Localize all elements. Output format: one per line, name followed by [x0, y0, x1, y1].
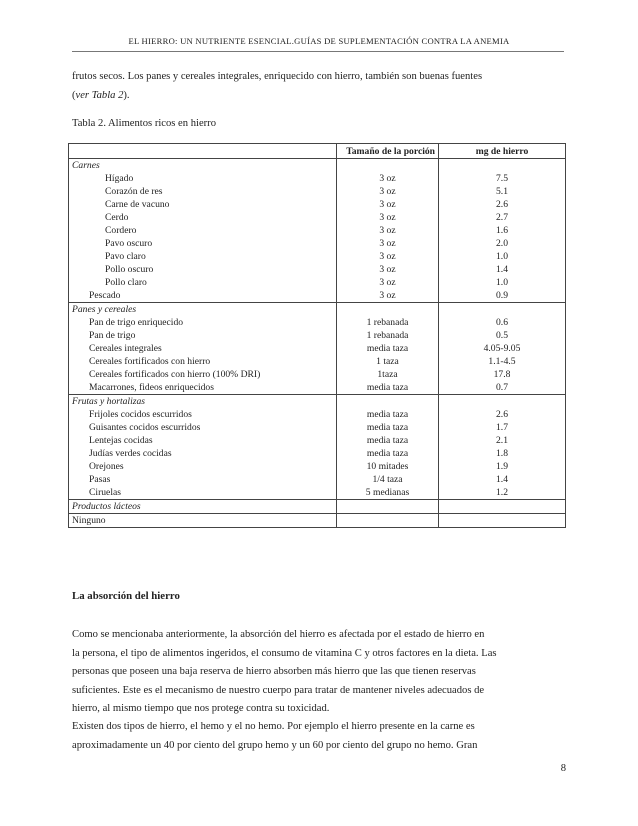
food-name: Corazón de res	[69, 185, 337, 198]
portion-size: media taza	[337, 408, 439, 421]
intro-line-1: frutos secos. Los panes y cereales integrales, enriquecido con hierro, también son buenas fuentes	[72, 71, 483, 82]
iron-mg: 0.6	[439, 316, 566, 329]
food-name: Pavo claro	[69, 250, 337, 263]
running-header: EL HIERRO: UN NUTRIENTE ESENCIAL.GUÍAS DE SUPLEMENTACIÓN CONTRA LA ANEMIA	[128, 36, 510, 46]
paragraph-line: suficientes. Este es el mecanismo de nuestro cuerpo para tratar de mantener niveles adecuados de	[72, 684, 485, 696]
empty-cell	[337, 303, 439, 317]
iron-mg: 2.6	[439, 408, 566, 421]
empty-cell	[439, 303, 566, 317]
food-name: Orejones	[69, 460, 337, 473]
food-name: Pavo oscuro	[69, 237, 337, 250]
empty-cell	[337, 159, 439, 173]
portion-size: 3 oz	[337, 224, 439, 237]
table-row	[69, 408, 566, 421]
food-name: Pan de trigo enriquecido	[69, 316, 337, 329]
table-row	[69, 263, 566, 276]
iron-mg: 1.7	[439, 421, 566, 434]
paragraph-line: aproximadamente un 40 por ciento del grupo hemo y un 60 por ciento del grupo no hemo. Gran	[72, 739, 478, 751]
intro-line-2	[72, 87, 572, 106]
empty-cell	[439, 500, 566, 514]
intro-paragraph	[72, 68, 572, 105]
category-row	[69, 395, 566, 409]
food-name: Cereales fortificados con hierro (100% DRI)	[69, 368, 337, 381]
table-row	[69, 276, 566, 289]
table-row	[69, 224, 566, 237]
iron-mg: 1.0	[439, 276, 566, 289]
food-name: Pescado	[69, 289, 337, 303]
food-name: Lentejas cocidas	[69, 434, 337, 447]
food-name: Judías verdes cocidas	[69, 447, 337, 460]
table-row	[69, 447, 566, 460]
food-name: Carne de vacuno	[69, 198, 337, 211]
iron-mg: 2.1	[439, 434, 566, 447]
table-row	[69, 368, 566, 381]
category-row	[69, 500, 566, 514]
iron-mg: 1.4	[439, 263, 566, 276]
food-name: Cereales fortificados con hierro	[69, 355, 337, 368]
table-reference: ver Tabla 2	[75, 89, 124, 101]
table-row	[69, 342, 566, 355]
iron-mg: 1.4	[439, 473, 566, 486]
iron-mg: 0.7	[439, 381, 566, 395]
iron-mg: 7.5	[439, 172, 566, 185]
portion-size: 3 oz	[337, 185, 439, 198]
table-row	[69, 381, 566, 395]
category-row	[69, 303, 566, 317]
portion-size: 1/4 taza	[337, 473, 439, 486]
table-row	[69, 289, 566, 303]
portion-size: 5 medianas	[337, 486, 439, 500]
intro-close-paren: ).	[123, 89, 130, 101]
food-name: Cordero	[69, 224, 337, 237]
iron-mg: 0.5	[439, 329, 566, 342]
table-row	[69, 316, 566, 329]
category-label: Carnes	[69, 159, 337, 173]
table-caption: Tabla 2. Alimentos ricos en hierro	[72, 118, 217, 129]
table-row	[69, 355, 566, 368]
portion-size: 3 oz	[337, 211, 439, 224]
iron-mg: 1.6	[439, 224, 566, 237]
food-name: Cerdo	[69, 211, 337, 224]
portion-size: 3 oz	[337, 289, 439, 303]
food-name: Pollo claro	[69, 276, 337, 289]
iron-mg: 1.1-4.5	[439, 355, 566, 368]
iron-mg: 17.8	[439, 368, 566, 381]
section-heading: La absorción del hierro	[72, 590, 180, 602]
table-row	[69, 460, 566, 473]
portion-size: 3 oz	[337, 250, 439, 263]
table-row	[69, 211, 566, 224]
category-label: Frutas y hortalizas	[69, 395, 337, 409]
paragraph-line: hierro, al mismo tiempo que nos protege contra su toxicidad.	[72, 703, 330, 715]
paragraph-line: Como se mencionaba anteriormente, la absorción del hierro es afectada por el estado de hierro en	[72, 629, 485, 640]
iron-mg: 1.2	[439, 486, 566, 500]
portion-size: 10 mitades	[337, 460, 439, 473]
empty-cell	[337, 500, 439, 514]
table-row	[69, 237, 566, 250]
header-portion: Tamaño de la porción	[337, 144, 439, 159]
food-name: Pasas	[69, 473, 337, 486]
portion-size: media taza	[337, 447, 439, 460]
food-name: Cereales integrales	[69, 342, 337, 355]
portion-size: 1taza	[337, 368, 439, 381]
food-name: Ninguno	[69, 514, 337, 528]
paragraph-line: la persona, el tipo de alimentos ingeridos, el consumo de vitamina C y otros factores en la dieta. Las	[72, 647, 497, 659]
iron-mg: 1.8	[439, 447, 566, 460]
category-label: Productos lácteos	[69, 500, 337, 514]
iron-mg: 5.1	[439, 185, 566, 198]
empty-cell	[439, 159, 566, 173]
portion-size	[337, 514, 439, 528]
header-rule	[72, 51, 564, 52]
table-row	[69, 329, 566, 342]
page-number: 8	[560, 763, 566, 774]
food-name: Pan de trigo	[69, 329, 337, 342]
iron-mg: 2.7	[439, 211, 566, 224]
iron-mg: 2.0	[439, 237, 566, 250]
portion-size: 1 taza	[337, 355, 439, 368]
paragraph-line: personas que poseen una baja reserva de hierro absorben más hierro que las que tienen reservas	[72, 666, 476, 678]
table-row	[69, 434, 566, 447]
iron-mg	[439, 514, 566, 528]
food-name: Ciruelas	[69, 486, 337, 500]
empty-cell	[439, 395, 566, 409]
portion-size: media taza	[337, 421, 439, 434]
iron-mg: 2.6	[439, 198, 566, 211]
food-name: Hígado	[69, 172, 337, 185]
category-label: Panes y cereales	[69, 303, 337, 317]
food-name: Guisantes cocidos escurridos	[69, 421, 337, 434]
food-name: Macarrones, fideos enriquecidos	[69, 381, 337, 395]
portion-size: 3 oz	[337, 172, 439, 185]
food-name: Pollo oscuro	[69, 263, 337, 276]
portion-size: 3 oz	[337, 237, 439, 250]
table-row	[69, 198, 566, 211]
portion-size: 3 oz	[337, 263, 439, 276]
category-row	[69, 159, 566, 173]
intro-open-paren: (	[72, 89, 76, 101]
table-row	[69, 185, 566, 198]
paragraph-line: Existen dos tipos de hierro, el hemo y el no hemo. Por ejemplo el hierro presente en la carne es	[72, 721, 475, 732]
portion-size: 3 oz	[337, 276, 439, 289]
portion-size: 1 rebanada	[337, 316, 439, 329]
empty-cell	[337, 395, 439, 409]
header-food-cell	[69, 144, 337, 159]
iron-mg: 0.9	[439, 289, 566, 303]
portion-size: media taza	[337, 342, 439, 355]
table-row	[69, 486, 566, 500]
iron-foods-table	[68, 143, 566, 528]
portion-size: media taza	[337, 434, 439, 447]
table-row	[69, 473, 566, 486]
table-row	[69, 172, 566, 185]
table-row	[69, 250, 566, 263]
table-row	[69, 421, 566, 434]
portion-size: 3 oz	[337, 198, 439, 211]
header-iron: mg de hierro	[439, 144, 566, 159]
iron-mg: 1.9	[439, 460, 566, 473]
portion-size: 1 rebanada	[337, 329, 439, 342]
iron-mg: 4.05-9.05	[439, 342, 566, 355]
food-name: Frijoles cocidos escurridos	[69, 408, 337, 421]
iron-types-paragraph	[72, 718, 572, 755]
table-row	[69, 514, 566, 528]
portion-size: media taza	[337, 381, 439, 395]
absorption-paragraph	[72, 626, 572, 719]
table-header-row	[69, 144, 566, 159]
iron-mg: 1.0	[439, 250, 566, 263]
